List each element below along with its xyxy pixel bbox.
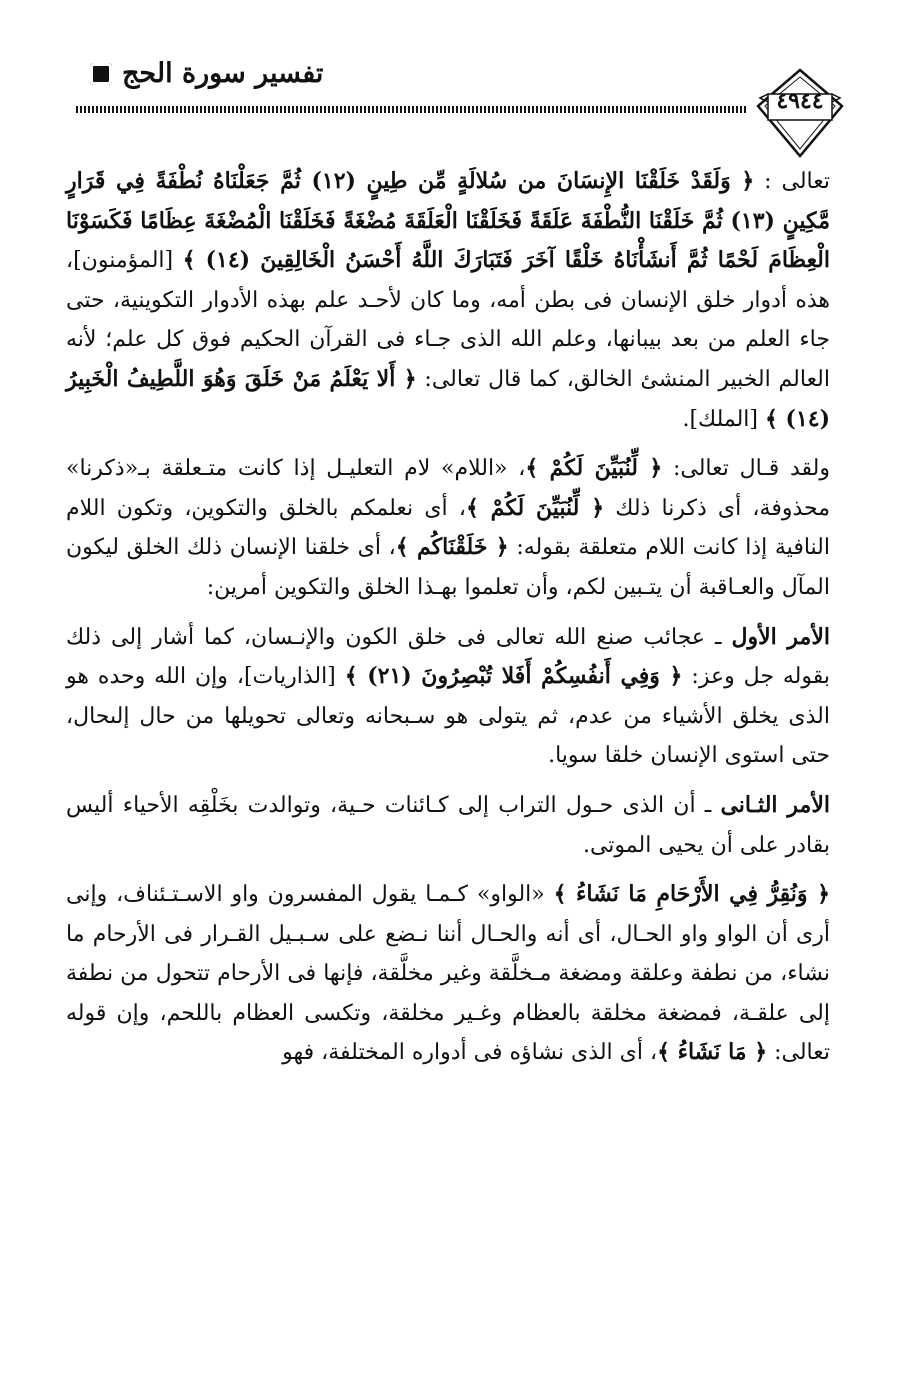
text-segment: ، أى خلقنا الإنسان ذلك الخلق ليكون المآل والعـاقبة أن يتـبين لكم، وأن تعلموا بهـذا الخلق والتكوين أمرين: — [66, 535, 830, 600]
section-lead: الأمر الثـانى — [720, 791, 830, 818]
running-header — [90, 58, 323, 89]
quran-verse: ﴿ مَا نَشَاءُ ﴾ — [657, 1039, 768, 1066]
text-segment: [الملك]. — [682, 406, 765, 432]
quran-verse: ﴿ وَنُقِرُّ فِي الأَرْحَامِ مَا نَشَاءُ ﴾ — [553, 881, 830, 908]
page-number: ٤٩٤٤ — [776, 88, 824, 114]
text-segment: ، أى الذى نشاؤه فى أدواره المختلفة، فهو — [282, 1040, 658, 1066]
header-title: تفسير سورة الحج — [122, 58, 324, 89]
text-segment: ولقد قـال تعالى: — [662, 456, 830, 482]
text-segment: ، أى نعلمكم بالخلق والتكوين، وتكون اللام النافية إذا كانت اللام متعلقة بقوله: — [66, 495, 830, 561]
quran-verse: ﴿ لِّنُبَيِّنَ لَكُمْ ﴾ — [465, 494, 605, 521]
paragraph — [66, 618, 830, 776]
text-segment: تعالى : — [754, 169, 830, 194]
text-segment: ـ أن الذى حـول التراب إلى كـائنات حـية، وتوالدت بخَلْقِه الأحياء أليس بقادر على أن يحيى الموتى. — [66, 792, 830, 858]
paragraph — [66, 449, 830, 607]
main-text — [66, 162, 830, 1073]
quran-verse: ﴿ وَلَقَدْ خَلَقْنَا الإِنسَانَ من سُلالَةٍ مِّن طِينٍ (١٢) ثُمَّ جَعَلْنَاهُ نُطْفَةً فِي قَرَارٍ مَّكِينٍ (١٣) ثُمَّ خَلَقْنَا النُّطْفَةَ عَلَقَةً فَخَلَقْنَا الْعَلَقَةَ مُضْغَةً فَخَلَقْنَا الْمُضْغَةَ عِظَامًا فَكَسَوْنَا الْعِظَامَ لَحْمًا ثُمَّ أَنشَأْنَاهُ خَلْقًا آخَرَ فَتَبَارَكَ اللَّهُ أَحْسَنُ الْخَالِقِينَ (١٤) ﴾ — [66, 168, 830, 274]
quran-verse: ﴿ وَفِي أَنفُسِكُمْ أَفَلا تُبْصِرُونَ (٢١) ﴾ — [344, 663, 683, 690]
text-segment: «الواو» كـمـا يقول المفسرون واو الاسـتـئناف، وإنى أرى أن الواو واو الحـال، أى أنه والحـال أننا نـضع على سـبـيل القـرار فى الأرحام ما نشاء، من نطفة وعلقة ومضغة مـخلَّقة وغير مخلَّقة، فإنها فى الأرحام تتحول من نطفة إلى علقـة، فمضغة مخلقة بالعظام وغـير مخلقة، وتكسى العظام باللحم، وإن قوله تعالى: — [66, 882, 830, 1066]
quran-verse: ﴿ خَلَقْنَاكُم ﴾ — [395, 534, 509, 561]
text-segment: [الذاريات]، وإن الله وحده هو الذى يخلق الأشياء من عدم، ثم يتولى هو سـبحانه وتعالى تحويلها من حال إلىحال، حتى استوى الإنسان خلقا سويا. — [66, 664, 830, 769]
text-segment: [المؤمنون]، هذه أدوار خلق الإنسان فى بطن أمه، وما كان لأحـد علم بهذه الأدوار التكوينية، حتى جاء العلم من بعد بيبانها، وعلم الله الذى جـاء فى القرآن الحكيم فوق كل علم؛ لأنه العالم الخبير المنشئ الخالق، كما قال تعالى: — [66, 248, 830, 392]
paragraph — [66, 162, 830, 439]
ornament-icon — [90, 63, 112, 85]
page-number-badge-icon — [756, 68, 844, 160]
paragraph — [66, 786, 830, 865]
section-lead: الأمر الأول — [731, 623, 830, 650]
text-segment: ، «اللام» لام التعليـل إذا كانت متـعلقة بـ«ذكرنا» محذوفة، أى ذكرنا ذلك — [66, 456, 830, 521]
text-segment: ـ عجائب صنع الله تعالى فى خلق الكون والإنـسان، كما أشار إلى ذلك بقوله جل وعز: — [66, 624, 830, 690]
quran-verse: ﴿ أَلا يَعْلَمُ مَنْ خَلَقَ وَهُوَ اللَّطِيفُ الْخَبِيرُ (١٤) ﴾ — [66, 365, 830, 432]
paragraph — [66, 875, 830, 1073]
quran-verse: ﴿ لِّنُبَيِّنَ لَكُمْ ﴾ — [525, 455, 663, 482]
header-rule — [76, 106, 748, 113]
